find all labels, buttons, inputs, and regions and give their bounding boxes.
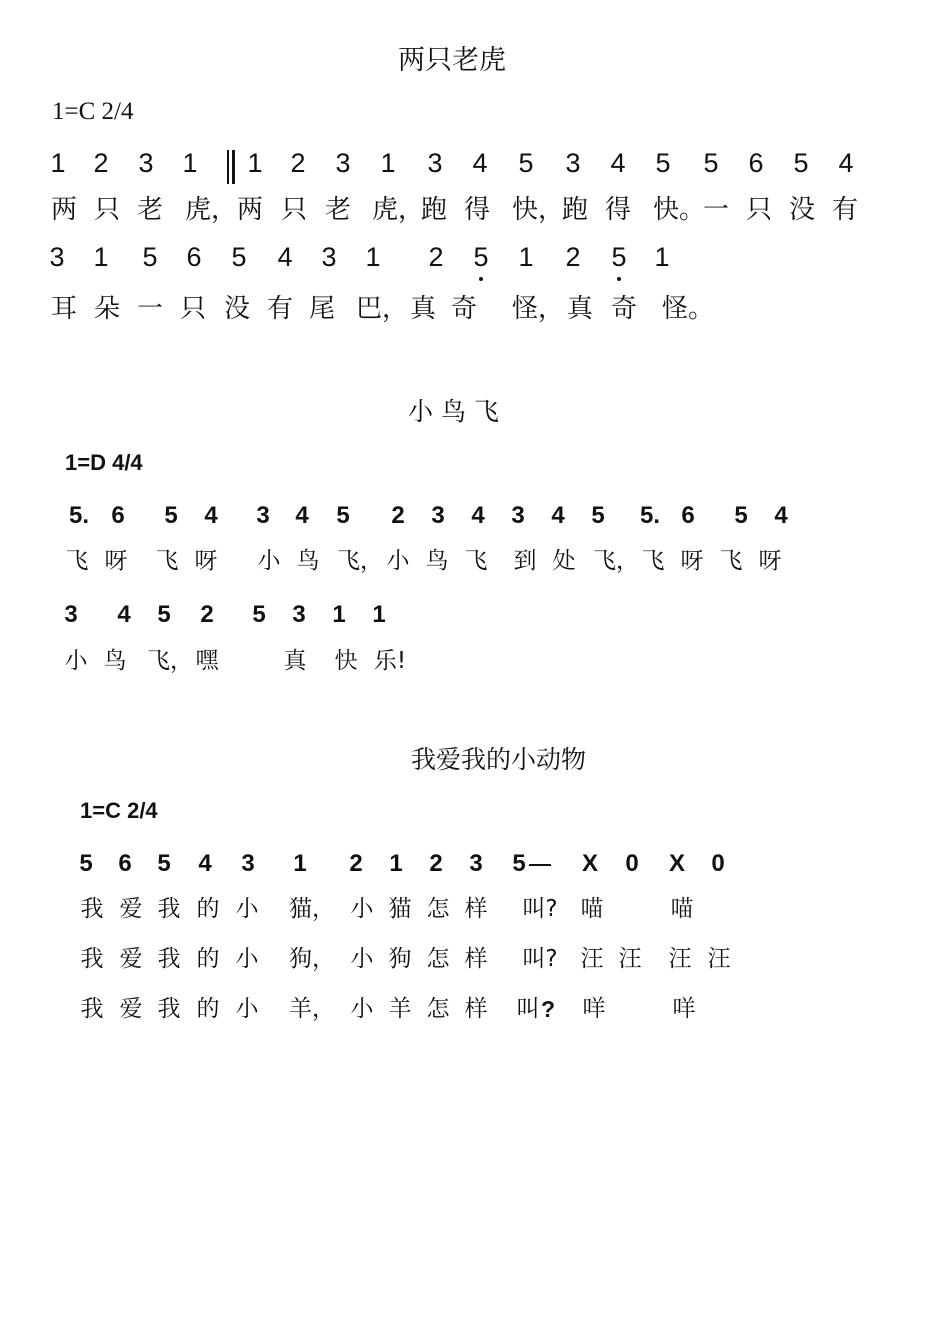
note-low-octave: 5 — [611, 242, 627, 272]
lyric: 老 — [136, 195, 163, 225]
lyric: 老 — [324, 195, 351, 225]
lyric: 真 — [283, 648, 307, 674]
note: 3 — [335, 148, 351, 178]
note: 5 — [734, 502, 748, 529]
note: 3 — [469, 850, 483, 877]
lyric: 尾 — [308, 294, 335, 324]
lyric: 狗 — [388, 946, 412, 972]
lyric: 叫? — [522, 896, 558, 922]
note: 4 — [472, 148, 488, 178]
lyric: 跑 — [561, 195, 588, 225]
song2-title: 小 鸟 飞 — [408, 397, 499, 426]
lyric: 小 — [350, 896, 374, 922]
lyric: 虎， — [185, 195, 238, 225]
lyric: 小 — [235, 946, 259, 972]
lyric: 爱 — [119, 946, 143, 972]
lyric: 飞 — [641, 548, 665, 574]
song1-lyrics-line2 — [0, 296, 950, 330]
note: 6 — [186, 242, 202, 272]
lyric: 乐! — [373, 648, 407, 674]
lyric: 真 — [409, 294, 436, 324]
lyric: 我 — [157, 996, 181, 1022]
lyric: 爱 — [119, 996, 143, 1022]
lyric: 我 — [80, 946, 104, 972]
note: 3 — [565, 148, 581, 178]
lyric: 咩 — [582, 996, 606, 1022]
lyric: 羊， — [289, 996, 335, 1022]
lyric: 怎 — [426, 896, 450, 922]
note: 2 — [428, 242, 444, 272]
note: 5 — [591, 502, 605, 529]
note: 5 — [142, 242, 158, 272]
note: 5 — [157, 601, 171, 628]
lyric: 鸟 — [425, 548, 449, 574]
note: 3 — [292, 601, 306, 628]
note: 4 — [471, 502, 485, 529]
lyric: 飞， — [593, 548, 639, 574]
note: X — [668, 850, 685, 877]
note: 4 — [277, 242, 293, 272]
lyric: 虎， — [372, 195, 425, 225]
low-octave-dot — [479, 277, 483, 281]
song1-lyrics-line1 — [0, 197, 950, 231]
note: 3 — [511, 502, 525, 529]
note: 5 — [231, 242, 247, 272]
lyric: 嘿 — [195, 648, 219, 674]
lyric: 飞 — [719, 548, 743, 574]
lyric: 奇 — [610, 294, 637, 324]
song2-lyrics-line2 — [0, 650, 950, 684]
lyric: 跑 — [420, 195, 447, 225]
lyric: 猫， — [289, 896, 335, 922]
note: 3 — [431, 502, 445, 529]
note: 5 — [512, 850, 526, 877]
note: 5 — [793, 148, 809, 178]
song1-title: 两只老虎 — [398, 45, 506, 76]
song1-notes-line1 — [0, 150, 950, 184]
lyric: 呀 — [680, 548, 704, 574]
note: 6 — [681, 502, 695, 529]
song2-lyrics-line1 — [0, 550, 950, 584]
note: 4 — [295, 502, 309, 529]
lyric: 只 — [745, 195, 772, 225]
lyric: 巴， — [356, 294, 409, 324]
note: 3 — [427, 148, 443, 178]
note: 4 — [117, 601, 131, 628]
note: 2 — [349, 850, 363, 877]
song3-key-signature: 1=C 2/4 — [80, 798, 158, 823]
song3-verse3 — [0, 998, 950, 1032]
lyric: 怪， — [512, 294, 565, 324]
lyric: 两 — [50, 195, 77, 225]
note: 1 — [389, 850, 403, 877]
lyric: 的 — [196, 896, 220, 922]
note: 1 — [380, 148, 396, 178]
note: 4 — [204, 502, 218, 529]
note: 6 — [111, 502, 125, 529]
lyric: 样 — [464, 896, 488, 922]
note: 4 — [198, 850, 212, 877]
lyric: 小 — [235, 896, 259, 922]
note: 2 — [200, 601, 214, 628]
note: 3 — [241, 850, 255, 877]
note: 0 — [711, 850, 725, 877]
lyric: 到 — [513, 548, 537, 574]
note: 1 — [293, 850, 307, 877]
lyric: 耳 — [50, 294, 77, 324]
note: 3 — [256, 502, 270, 529]
lyric: 得 — [463, 195, 490, 225]
lyric: 鸟 — [296, 548, 320, 574]
note: 5 — [157, 850, 171, 877]
lyric: 朵 — [93, 294, 120, 324]
song2-notes-line1 — [0, 504, 950, 538]
lyric: ? — [540, 996, 556, 1022]
lyric: 怪。 — [662, 294, 715, 324]
note: 1 — [365, 242, 381, 272]
lyric: 小 — [386, 548, 410, 574]
note: 1 — [93, 242, 109, 272]
lyric: 小 — [257, 548, 281, 574]
lyric: 呀 — [104, 548, 128, 574]
note: 5 — [703, 148, 719, 178]
note: 2 — [391, 502, 405, 529]
note: 4 — [838, 148, 854, 178]
lyric: 样 — [464, 946, 488, 972]
lyric: 怎 — [426, 996, 450, 1022]
lyric: 一 — [702, 195, 729, 225]
lyric: 有 — [266, 294, 293, 324]
lyric: 我 — [157, 896, 181, 922]
note: 2 — [565, 242, 581, 272]
lyric: 飞， — [337, 548, 383, 574]
note: 5 — [336, 502, 350, 529]
lyric: 只 — [179, 294, 206, 324]
lyric: 样 — [464, 996, 488, 1022]
lyric: 飞 — [65, 548, 89, 574]
note: 0 — [625, 850, 639, 877]
lyric: 呀 — [194, 548, 218, 574]
lyric: 的 — [196, 946, 220, 972]
lyric: 得 — [604, 195, 631, 225]
lyric: 叫 — [516, 996, 540, 1022]
lyric: 鸟 — [103, 648, 127, 674]
note: 4 — [610, 148, 626, 178]
note: 5 — [79, 850, 93, 877]
lyric: 汪 — [668, 946, 692, 972]
lyric: 猫 — [388, 896, 412, 922]
lyric: 小 — [350, 996, 374, 1022]
note: 3 — [138, 148, 154, 178]
lyric: 飞， — [147, 648, 193, 674]
lyric: 有 — [831, 195, 858, 225]
song3-verse2 — [0, 948, 950, 982]
lyric: 快， — [512, 195, 565, 225]
song1-notes-line2 — [0, 244, 950, 278]
note: 3 — [64, 601, 78, 628]
note: 4 — [551, 502, 565, 529]
lyric: 真 — [566, 294, 593, 324]
lyric: 喵 — [580, 896, 604, 922]
lyric: 汪 — [580, 946, 604, 972]
song3-title: 我爱我的小动物 — [411, 745, 587, 774]
note: 1 — [372, 601, 386, 628]
lyric: 喵 — [670, 896, 694, 922]
lyric: 我 — [80, 996, 104, 1022]
lyric: 快 — [334, 648, 358, 674]
lyric: 呀 — [758, 548, 782, 574]
lyric: 小 — [350, 946, 374, 972]
low-octave-dot — [617, 277, 621, 281]
note: 6 — [748, 148, 764, 178]
song3-verse1 — [0, 898, 950, 932]
song3-notes — [0, 852, 950, 886]
lyric: 飞 — [155, 548, 179, 574]
note: 1 — [247, 148, 263, 178]
lyric: 小 — [64, 648, 88, 674]
note: 3 — [321, 242, 337, 272]
song2-key-signature: 1=D 4/4 — [65, 450, 143, 475]
note: X — [581, 850, 598, 877]
lyric: 飞 — [464, 548, 488, 574]
note: 5. — [68, 502, 89, 529]
lyric: 咩 — [672, 996, 696, 1022]
lyric: 一 — [136, 294, 163, 324]
lyric: 小 — [235, 996, 259, 1022]
note: 4 — [774, 502, 788, 529]
lyric: 叫? — [522, 946, 558, 972]
lyric: 只 — [93, 195, 120, 225]
lyric: 羊 — [388, 996, 412, 1022]
note: 6 — [118, 850, 132, 877]
lyric: 快。 — [653, 195, 706, 225]
note: 1 — [654, 242, 670, 272]
lyric: 的 — [196, 996, 220, 1022]
note: 1 — [50, 148, 66, 178]
lyric: 没 — [788, 195, 815, 225]
note: 5. — [639, 502, 660, 529]
note: 5 — [252, 601, 266, 628]
lyric: 处 — [552, 548, 576, 574]
lyric: 怎 — [426, 946, 450, 972]
note: 3 — [49, 242, 65, 272]
lyric: 爱 — [119, 896, 143, 922]
song1-key-signature: 1=C 2/4 — [52, 98, 134, 125]
lyric: 只 — [280, 195, 307, 225]
note: 5 — [518, 148, 534, 178]
note-low-octave: 5 — [473, 242, 489, 272]
note: 5 — [164, 502, 178, 529]
note: 1 — [518, 242, 534, 272]
note: 2 — [429, 850, 443, 877]
lyric: 我 — [157, 946, 181, 972]
lyric: 没 — [223, 294, 250, 324]
lyric: 狗， — [289, 946, 335, 972]
note: 1 — [182, 148, 198, 178]
extension-dash — [529, 864, 551, 866]
note: 1 — [332, 601, 346, 628]
note: 5 — [655, 148, 671, 178]
lyric: 两 — [236, 195, 263, 225]
song2-notes-line2 — [0, 603, 950, 637]
lyric: 汪 — [618, 946, 642, 972]
note: 2 — [290, 148, 306, 178]
note: 2 — [93, 148, 109, 178]
lyric: 汪 — [707, 946, 731, 972]
lyric: 我 — [80, 896, 104, 922]
lyric: 奇 — [450, 294, 477, 324]
